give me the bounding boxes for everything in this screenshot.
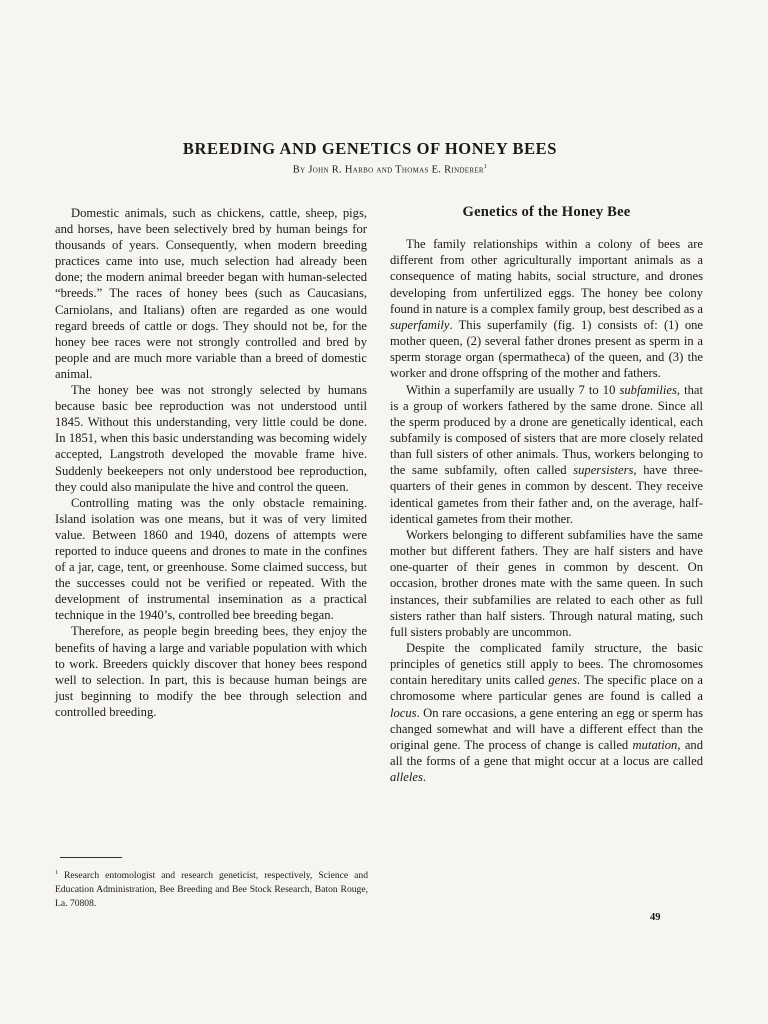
paragraph: Controlling mating was the only obstacle remaining. Island isolation was one means, but it was of very limited value. Between 1860 and 1940, dozens of attempts were reported to induce queens and drones to mate in the confines of a jar, cage, tent, or greenhouse. Some claimed success, but the successes could not be verified or repeated. With the development of instrumental insemination as a practical technique in the 1940’s, controlled bee breeding began. [55,495,367,623]
footnote-marker: 1 [55,870,58,876]
right-column [390,204,703,785]
paragraph: Workers belonging to different subfamilies have the same mother but different fathers. They are half sisters and have one-quarter of their genes in common by descent. On occasion, brother drones mate with the same queen. In such instances, their subfamilies are related to each other as full sisters rather than half sisters. Through natural mating, such full sisters probably are uncommon. [390,527,703,639]
article-title: BREEDING AND GENETICS OF HONEY BEES [182,139,558,158]
paragraph: Domestic animals, such as chickens, cattle, sheep, pigs, and horses, have been selectively bred by human beings for thousands of years. Consequently, when modern breeding practices came into use, much selection had already been done; the modern animal breeder began with human-selected “breeds.” The races of honey bees (such as Caucasians, Carniolans, and Italians) often are regarded as one would regard breeds of cattle or dogs. They should not be, for the honey bee races were not strongly controlled and bred by people and are much more variable than a breed of domestic animal. [55,206,367,381]
left-column [55,205,367,720]
footnote [55,866,368,911]
paragraph: The honey bee was not strongly selected by humans because basic bee reproduction was not understood until 1845. Without this understanding, very little could be done. In 1851, when this basic understanding was becoming widely accepted, Langstroth developed the movable frame hive. Suddenly beekeepers not only understood bee reproduction, they could also manipulate the hive and control the queen. [55,383,367,494]
footnote-divider [60,857,122,858]
byline-authors: By John R. Harbo and Thomas E. Rinderer [292,164,484,176]
paragraph: The family relationships within a colony of bees are different from other agriculturally important animals as a consequence of mating habits, social structure, and drones developing from unfertilized eggs. The honey bee colony found in nature is a complex family group, best described as a superfamily. This superfamily (fig. 1) consists of: (1) one mother queen, (2) several father drones present as sperm in a sperm storage organ (spermatheca) of the queen, and (3) the worker and drone offspring of the mother and fathers. [390,237,703,381]
paragraph: Despite the complicated family structure, the basic principles of genetics still apply to bees. The chromosomes contain hereditary units called genes. The specific place on a chromosome where particular genes are found is called a locus. On rare occasions, a gene entering an egg or sperm has changed somewhat and will have a different effect than the original gene. The process of change is called mutation, and all the forms of a gene that might occur at a locus are called alleles. [390,641,703,785]
section-heading: Genetics of the Honey Bee [462,204,631,220]
paragraph: Within a superfamily are usually 7 to 10 subfamilies, that is a group of workers fathered by the same drone. Since all the sperm produced by a drone are genetically identical, each subfamily is composed of sisters that are more closely related than full sisters of other animals. Thus, workers belonging to the same subfamily, often called supersisters, have three-quarters of their genes in common by descent. They receive identical gametes from their father and, on the average, half-identical gametes from their mother. [390,382,703,526]
footnote-text: Research entomologist and research geneticist, respectively, Science and Education Administration, Bee Breeding and Bee Stock Research, Baton Rouge, La. 70808. [55,870,368,910]
page-number: 49 [650,912,661,923]
article-byline [240,164,540,176]
byline-footnote-marker: 1 [483,164,488,170]
paragraph: Therefore, as people begin breeding bees, they enjoy the benefits of having a large and variable population with which to work. Breeders quickly discover that honey bees respond well to selection. In part, this is because human beings are just beginning to modify the bee through selection and controlled breeding. [55,624,367,719]
